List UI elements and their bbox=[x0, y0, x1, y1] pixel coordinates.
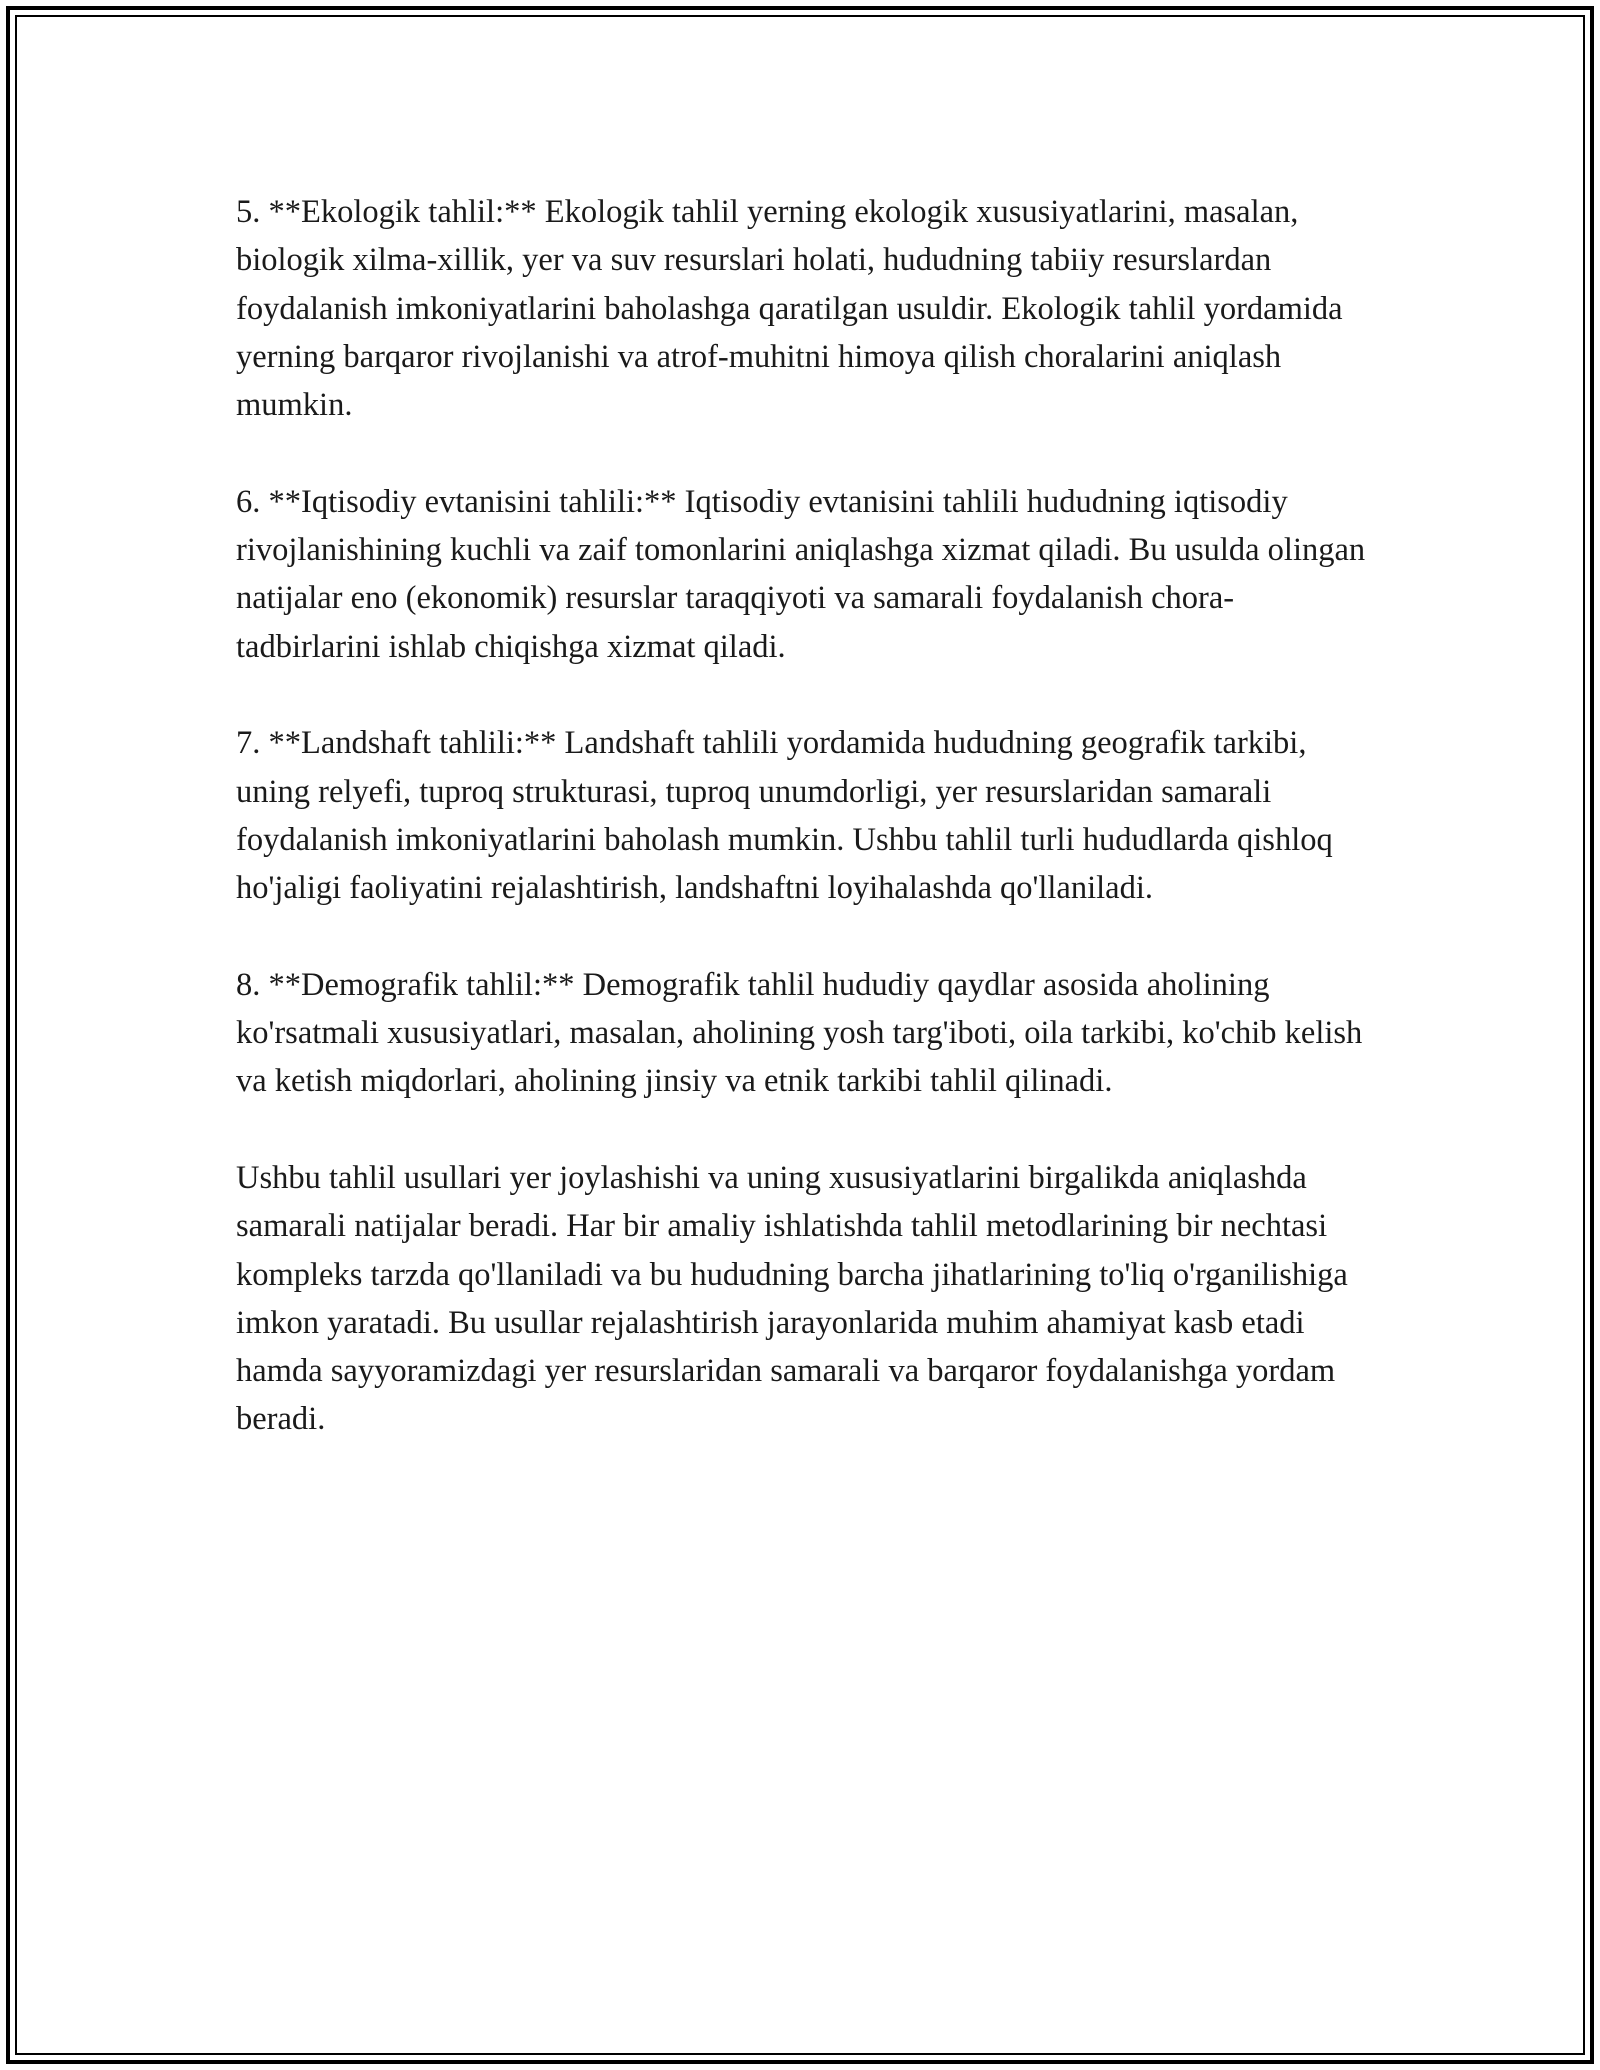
paragraph-landshaft-tahlili: 7. **Landshaft tahlili:** Landshaft tahlili yordamida hududning geografik tarkibi, uning relyefi, tuproq strukturasi, tuproq unumdorligi, yer resurslaridan samarali foydalanish imkoniyatlarini baholash mumkin. Ushbu tahlil turli hududlarda qishloq ho'jaligi faoliyatini rejalashtirish, landshaftni loyihalashda qo'llaniladi. bbox=[236, 725, 1333, 907]
paragraph-conclusion: Ushbu tahlil usullari yer joylashishi va uning xususiyatlarini birgalikda aniqlashda samarali natijalar beradi. Har bir amaliy ishlatishda tahlil metodlarining bir nechtasi kompleks tarzda qo'llaniladi va bu hududning barcha jihatlarining to'liq o'rganilishiga imkon yaratadi. Bu usullar rejalashtirish jarayonlarida muhim ahamiyat kasb etadi hamda sayyoramizdagi yer resurslaridan samarali va barqaror foydalanishga yordam beradi. bbox=[236, 1159, 1348, 1438]
paragraph-demografik-tahlil: 8. **Demografik tahlil:** Demografik tahlil hududiy qaydlar asosida aholining ko'rsatmali xususiyatlari, masalan, aholining yosh targ'iboti, oila tarkibi, ko'chib kelish va ketish miqdorlari, aholining jinsiy va etnik tarkibi tahlil qilinadi. bbox=[236, 966, 1363, 1100]
paragraph-iqtisodiy-tahlil: 6. **Iqtisodiy evtanisini tahlili:** Iqtisodiy evtanisini tahlili hududning iqtisodiy rivojlanishining kuchli va zaif tomonlarini aniqlashga xizmat qiladi. Bu usulda olingan natijalar eno (ekonomik) resurslar taraqqiyoti va samarali foydalanish chora-tadbirlarini ishlab chiqishga xizmat qiladi. bbox=[236, 483, 1366, 665]
document-body bbox=[236, 188, 1366, 1444]
paragraph-ekologik-tahlil: 5. **Ekologik tahlil:** Ekologik tahlil yerning ekologik xususiyatlarini, masalan, biologik xilma-xillik, yer va suv resurslari holati, hududning tabiiy resurslardan foydalanish imkoniyatlarini baholashga qaratilgan usuldir. Ekologik tahlil yordamida yerning barqaror rivojlanishi va atrof-muhitni himoya qilish choralarini aniqlash mumkin. bbox=[236, 194, 1343, 424]
